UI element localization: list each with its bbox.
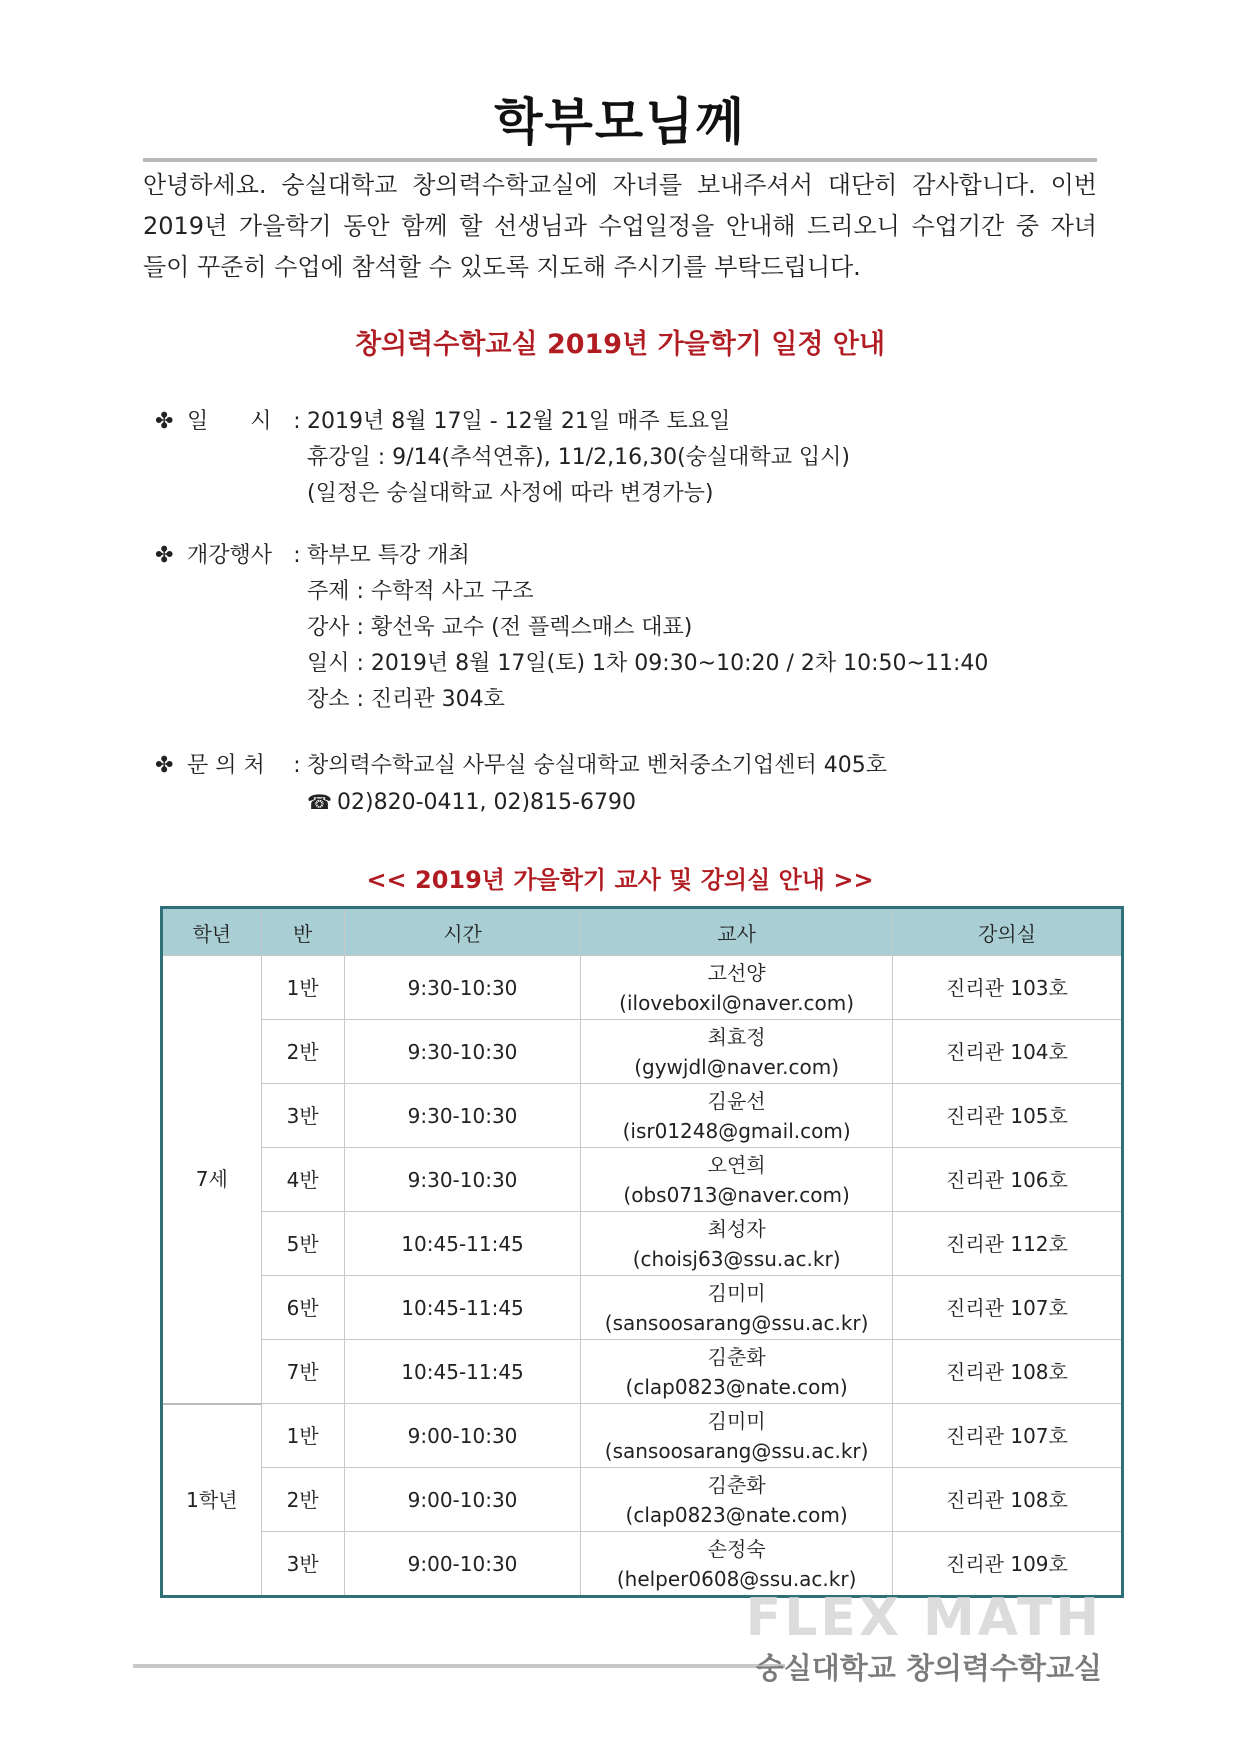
intro-line: 들이 꾸준히 수업에 참석할 수 있도록 지도해 주시기를 부탁드립니다.	[143, 253, 861, 281]
teacher-name: 김미미	[707, 1280, 766, 1305]
teacher-cell	[581, 1084, 893, 1148]
room-cell: 진리관 107호	[892, 1276, 1122, 1340]
table-row	[162, 956, 1123, 1020]
schedule-table	[160, 906, 1124, 1598]
brand-logo: FLEX MATH	[745, 1588, 1102, 1648]
class-cell: 1반	[261, 1404, 344, 1468]
teacher-cell	[581, 1468, 893, 1532]
teacher-name: 최효정	[707, 1024, 766, 1049]
table-row	[162, 1276, 1123, 1340]
info-value: 창의력수학교실 사무실 숭실대학교 벤처중소기업센터 405호	[307, 753, 888, 778]
teacher-email[interactable]: (iloveboxil@naver.com)	[619, 990, 855, 1015]
time-cell: 10:45-11:45	[344, 1212, 581, 1276]
clover-bullet-icon: ✤	[155, 543, 174, 568]
time-cell: 9:30-10:30	[344, 1020, 581, 1084]
class-cell: 5반	[261, 1212, 344, 1276]
info-label: 일 시	[187, 409, 272, 434]
info-speaker: 강사 : 황선욱 교수 (전 플렉스매스 대표)	[307, 615, 693, 640]
info-schedule	[155, 404, 850, 512]
info-contact	[155, 748, 887, 820]
header-class: 반	[261, 908, 344, 956]
room-cell: 진리관 112호	[892, 1212, 1122, 1276]
time-cell: 10:45-11:45	[344, 1276, 581, 1340]
header-teacher: 교사	[581, 908, 893, 956]
teacher-email[interactable]: (gywjdl@naver.com)	[634, 1054, 840, 1079]
teacher-name: 김춘화	[707, 1472, 766, 1497]
teacher-name: 김춘화	[707, 1344, 766, 1369]
class-cell: 1반	[261, 956, 344, 1020]
class-cell: 7반	[261, 1340, 344, 1404]
teacher-name: 김윤선	[707, 1088, 766, 1113]
info-datetime: 일시 : 2019년 8월 17일(토) 1차 09:30~10:20 / 2차 10:50~11:40	[307, 651, 989, 676]
room-cell: 진리관 108호	[892, 1340, 1122, 1404]
info-topic: 주제 : 수학적 사고 구조	[307, 579, 534, 604]
class-cell: 4반	[261, 1148, 344, 1212]
teacher-email[interactable]: (isr01248@gmail.com)	[622, 1118, 851, 1143]
teacher-cell	[581, 1276, 893, 1340]
time-cell: 10:45-11:45	[344, 1340, 581, 1404]
info-note: (일정은 숭실대학교 사정에 따라 변경가능)	[307, 481, 714, 506]
teacher-name: 김미미	[707, 1408, 766, 1433]
teacher-cell	[581, 1532, 893, 1597]
table-row	[162, 1404, 1123, 1468]
class-cell: 2반	[261, 1468, 344, 1532]
teacher-email[interactable]: (sansoosarang@ssu.ac.kr)	[604, 1310, 869, 1335]
time-cell: 9:30-10:30	[344, 956, 581, 1020]
time-cell: 9:30-10:30	[344, 1084, 581, 1148]
table-title: << 2019년 가을학기 교사 및 강의실 안내 >>	[366, 866, 874, 894]
teacher-name: 고선양	[707, 960, 766, 985]
teacher-email[interactable]: (clap0823@nate.com)	[625, 1502, 848, 1527]
header-room: 강의실	[892, 908, 1122, 956]
header-time: 시간	[344, 908, 581, 956]
room-cell: 진리관 108호	[892, 1468, 1122, 1532]
table-header-row	[162, 908, 1123, 956]
intro-line: 2019년 가을학기 동안 함께 할 선생님과 수업일정을 안내해 드리오니 수업기간 중 자녀	[143, 212, 1097, 240]
teacher-name: 손정숙	[707, 1536, 766, 1561]
table-row	[162, 1340, 1123, 1404]
table-row	[162, 1084, 1123, 1148]
table-row	[162, 1468, 1123, 1532]
info-place: 장소 : 진리관 304호	[307, 687, 505, 712]
class-cell: 2반	[261, 1020, 344, 1084]
room-cell: 진리관 109호	[892, 1532, 1122, 1597]
title-rule	[143, 158, 1097, 162]
grade-cell: 7세	[162, 956, 262, 1404]
page-title: 학부모님께	[494, 93, 746, 151]
info-phone: 02)820-0411, 02)815-6790	[337, 790, 636, 815]
info-holiday: 휴강일 : 9/14(추석연휴), 11/2,16,30(숭실대학교 입시)	[307, 445, 851, 470]
teacher-name: 오연희	[707, 1152, 766, 1177]
time-cell: 9:00-10:30	[344, 1532, 581, 1597]
intro-line: 안녕하세요. 숭실대학교 창의력수학교실에 자녀를 보내주셔서 대단히 감사합니다. 이번	[143, 171, 1097, 199]
room-cell: 진리관 107호	[892, 1404, 1122, 1468]
class-cell: 3반	[261, 1084, 344, 1148]
table-row	[162, 1148, 1123, 1212]
grade-cell: 1학년	[162, 1404, 262, 1597]
table-row	[162, 1532, 1123, 1597]
time-cell: 9:00-10:30	[344, 1404, 581, 1468]
room-cell: 진리관 106호	[892, 1148, 1122, 1212]
teacher-email[interactable]: (sansoosarang@ssu.ac.kr)	[604, 1438, 869, 1463]
teacher-name: 최성자	[707, 1216, 766, 1241]
time-cell: 9:30-10:30	[344, 1148, 581, 1212]
teacher-email[interactable]: (helper0608@ssu.ac.kr)	[616, 1566, 857, 1591]
teacher-cell	[581, 1148, 893, 1212]
info-colon: :	[293, 543, 301, 568]
info-value: 2019년 8월 17일 - 12월 21일 매주 토요일	[307, 409, 731, 434]
footer-org: 숭실대학교 창의력수학교실	[755, 1651, 1102, 1685]
room-cell: 진리관 103호	[892, 956, 1122, 1020]
teacher-email[interactable]: (choisj63@ssu.ac.kr)	[632, 1246, 841, 1271]
room-cell: 진리관 105호	[892, 1084, 1122, 1148]
teacher-email[interactable]: (clap0823@nate.com)	[625, 1374, 848, 1399]
clover-bullet-icon: ✤	[155, 409, 174, 434]
class-cell: 6반	[261, 1276, 344, 1340]
teacher-email[interactable]: (obs0713@naver.com)	[623, 1182, 850, 1207]
class-cell: 3반	[261, 1532, 344, 1597]
teacher-cell	[581, 1020, 893, 1084]
info-label: 개강행사	[187, 543, 273, 568]
schedule-subtitle: 창의력수학교실 2019년 가을학기 일정 안내	[354, 329, 886, 360]
phone-icon: ☎	[307, 790, 332, 814]
info-colon: :	[293, 753, 301, 778]
clover-bullet-icon: ✤	[155, 753, 174, 778]
header-grade: 학년	[162, 908, 262, 956]
time-cell: 9:00-10:30	[344, 1468, 581, 1532]
footer-rule	[133, 1664, 785, 1668]
teacher-cell	[581, 1404, 893, 1468]
info-opening	[155, 538, 988, 718]
info-colon: :	[293, 409, 301, 434]
info-value: 학부모 특강 개최	[307, 543, 470, 568]
teacher-cell	[581, 1340, 893, 1404]
teacher-cell	[581, 956, 893, 1020]
room-cell: 진리관 104호	[892, 1020, 1122, 1084]
table-row	[162, 1212, 1123, 1276]
table-row	[162, 1020, 1123, 1084]
info-label: 문 의 처	[187, 753, 265, 778]
teacher-cell	[581, 1212, 893, 1276]
intro-paragraph	[143, 165, 1097, 288]
